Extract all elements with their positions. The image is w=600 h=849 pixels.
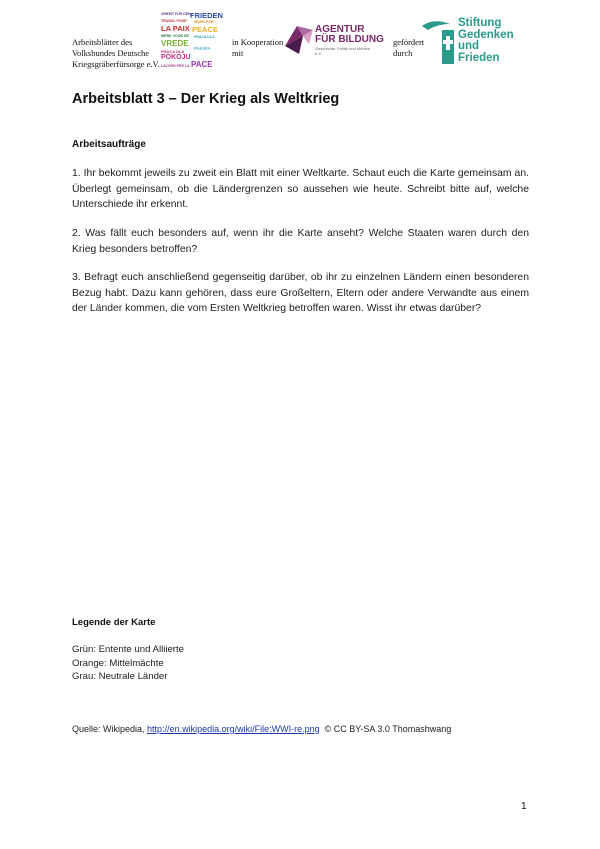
- cooperation-text: in Kooperation mit: [232, 37, 284, 58]
- agentur-bird-icon: [283, 22, 315, 56]
- source-line: Quelle: Wikipedia, http://en.wikipedia.org/wiki/File:WWI-re.png © CC BY-SA 3.0 Thomashwang: [72, 724, 452, 734]
- legend-item: Orange: Mittelmächte: [72, 657, 164, 669]
- source-link[interactable]: http://en.wikipedia.org/wiki/File:WWI-re.png: [147, 724, 320, 734]
- legend-item: Grün: Entente und Alliierte: [72, 644, 184, 655]
- legend-title: Legende der Karte: [72, 617, 156, 628]
- legend-item: Grau: Neutrale Länder: [72, 671, 168, 683]
- page-number: 1: [521, 801, 527, 812]
- task-1: 1. Ihr bekommt jeweils zu zweit ein Blatt mit einer Weltkarte. Schaut euch die Karte gemeinsam an. Überlegt gemeinsam, ob die Ländergrenzen so aussehen wie heute. Schreibt bitte auf, welche Unterschiede ihr erkennt.: [72, 168, 529, 210]
- stiftung-logo: Stiftung Gedenken und Frieden: [420, 18, 520, 66]
- page-title: Arbeitsblatt 3 – Der Krieg als Weltkrieg: [72, 91, 340, 107]
- funding-text: gefördert durch: [393, 37, 425, 58]
- volksbund-logo: ARBEIT FÜR DEN FRIEDEN TRAVAIL POUR LA PAIX WORK FOR PEACE WERK VOOR DE VREDE PRACA DLA POKOJU PRACA DLA PAKIPA LAVORO PER LA PACE: [161, 11, 223, 69]
- stiftung-dove-icon: [420, 18, 458, 66]
- agentur-fuer-bildung-logo: AGENTUR FÜR BILDUNG Geschichte, Politik und Medien e.V.: [283, 22, 383, 58]
- section-heading: Arbeitsaufträge: [72, 139, 146, 150]
- task-2: 2. Was fällt euch besonders auf, wenn ihr die Karte anseht? Welche Staaten waren durch den Krieg besonders betroffen?: [72, 228, 529, 255]
- publisher-text: Arbeitsblätter des Volksbundes Deutsche Kriegsgräberfürsorge e.V.: [72, 37, 160, 69]
- task-3: 3. Befragt euch anschließend gegenseitig darüber, ob ihr zu einzelnen Ländern einen besonderen Bezug habt. Dazu kann gehören, dass eure Großeltern, Eltern oder andere Verwandte aus einem der Länder kommen, die vom Ersten Weltkrieg betroffen waren. Wisst ihr etwas darüber?: [72, 272, 529, 314]
- legend-list: [72, 643, 184, 684]
